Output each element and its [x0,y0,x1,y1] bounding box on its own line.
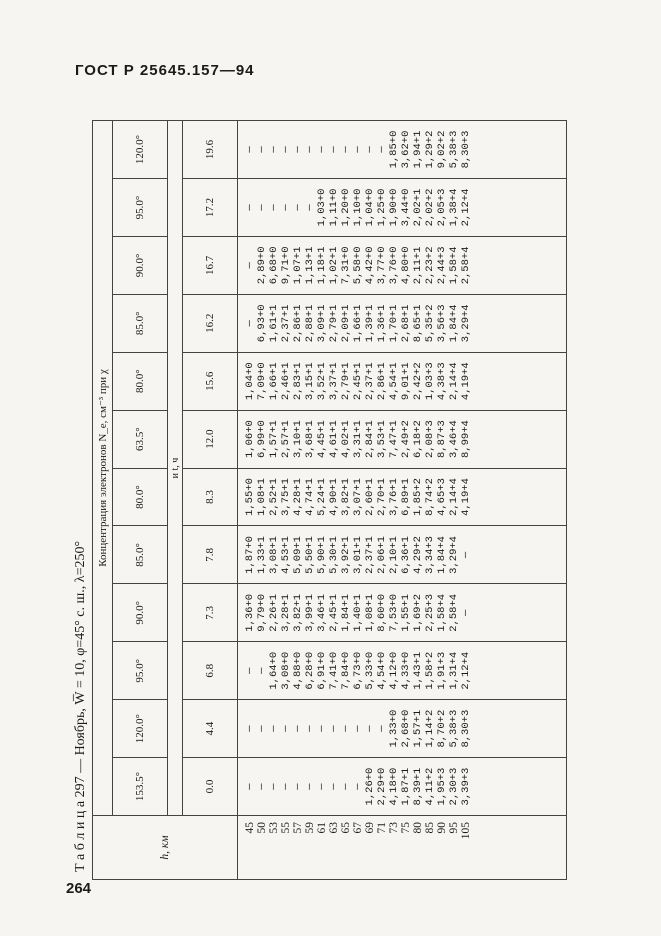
table-cell: 2,83+1 [292,362,304,401]
table-cell: — [292,783,304,790]
table-cell: 1,31+4 [448,651,460,690]
table-caption: Т а б л и ц а 297 — Ноябрь, W̅ = 10, φ=45° с. ш., λ=250° [73,540,88,872]
table-cell: 1,58+4 [448,246,460,285]
table-cell: 1,25+0 [376,188,388,227]
table-cell: 7,53+0 [388,593,400,632]
table-cell: 2,86+1 [292,304,304,343]
height-value: 55 [280,822,292,834]
table-column [238,642,567,700]
table-cell: 2,14+4 [448,478,460,516]
height-value: 85 [424,822,436,834]
table-cell: 4,12+0 [388,651,400,690]
table-cell: 7,31+0 [340,246,352,285]
table-cell: 5,24+1 [316,478,328,516]
table-cell: 2,08+3 [424,420,436,459]
table-column [238,236,567,294]
table-cell: 2,49+2 [400,420,412,459]
height-value: 71 [376,822,388,834]
table-cell: 2,10+1 [388,536,400,574]
table-cell: 3,92+1 [340,536,352,574]
document-header: ГОСТ Р 25645.157—94 [75,62,255,79]
chi-header-cell: 153.5° [113,758,168,816]
height-value: 50 [256,822,268,834]
table-cell: 2,45+1 [328,593,340,632]
table-cell: 2,68+1 [400,304,412,343]
table-column [238,352,567,410]
table-cell: — [244,667,256,674]
table-cell: 8,30+3 [460,709,472,748]
table-cell: 5,90+1 [316,536,328,574]
table-cell: 2,09+1 [340,304,352,343]
table-cell: 2,05+3 [436,188,448,227]
table-cell: 4,65+3 [436,478,448,516]
table-cell: 2,57+1 [280,420,292,459]
table-cell: 1,40+1 [352,593,364,632]
table-cell: — [304,725,316,732]
height-value: 105 [460,822,472,840]
table-cell: 3,76+1 [388,478,400,516]
table-cell: 3,76+0 [388,246,400,285]
table-cell: 8,87+3 [436,420,448,459]
table-cell: — [376,146,388,153]
table-cell: 5,09+1 [292,536,304,574]
height-value: 80 [412,822,424,834]
table-cell: — [340,783,352,790]
table-column [238,121,567,179]
table-body-row [238,121,567,880]
chi-header-cell: 120.0° [113,121,168,179]
height-value: 65 [340,822,352,834]
table-cell: — [292,204,304,211]
height-value: 67 [352,822,364,834]
table-cell: 1,20+0 [340,188,352,227]
table-cell: 3,77+0 [376,246,388,285]
table-cell: 2,11+1 [412,246,424,285]
table-cell: — [256,667,268,674]
table-cell: — [328,725,340,732]
table-cell: — [292,725,304,732]
table-cell: 2,58+4 [448,593,460,632]
table-cell: 2,26+1 [268,593,280,632]
table-cell: 1,95+3 [436,767,448,806]
table-cell: 3,08+0 [280,651,292,690]
table-cell: — [340,146,352,153]
table-cell: 1,33+0 [388,709,400,748]
table-cell: 3,28+1 [280,593,292,632]
table-cell: — [340,725,352,732]
table-cell: 5,50+1 [304,536,316,574]
table-cell: 1,85+0 [388,130,400,169]
table-cell: 1,06+0 [244,420,256,459]
table-cell: 1,26+0 [364,767,376,806]
table-cell: 3,82+1 [292,593,304,632]
table-cell: 4,61+1 [328,420,340,459]
table-cell: 1,08+1 [256,478,268,516]
table-cell: — [460,551,472,559]
time-header-cell: 16.2 [183,294,238,352]
table-cell: 1,55+0 [244,478,256,516]
table-cell: 3,44+0 [400,188,412,227]
table-cell: 3,15+1 [304,362,316,401]
height-value: 45 [244,822,256,834]
table-cell: 2,68+0 [400,709,412,748]
table-cell: 1,04+0 [244,362,256,401]
table-cell: 2,52+1 [268,478,280,516]
table-cell: 3,53+1 [376,420,388,459]
height-value: 57 [292,822,304,834]
time-header-cell: 6.8 [183,642,238,700]
table-cell: 1,11+0 [328,188,340,227]
table-cell: — [256,146,268,153]
table-cell: 2,23+2 [424,246,436,285]
table-cell: 6,99+0 [256,420,268,459]
table-cell: 4,42+0 [364,246,376,285]
table-cell: 7,47+1 [388,420,400,459]
table-cell: 4,02+1 [340,420,352,459]
table-cell: — [352,146,364,153]
table-cell: — [292,146,304,153]
table-cell: 1,84+4 [436,536,448,574]
table-cell: — [256,725,268,732]
table-cell: 4,19+4 [460,478,472,516]
table-cell: 6,93+0 [256,304,268,343]
table-cell: 2,79+1 [340,362,352,401]
time-header-cell: 7.8 [183,526,238,584]
time-header-row [183,121,238,880]
time-header-cell: 16.7 [183,236,238,294]
table-cell: 5,35+2 [424,304,436,343]
table-cell: — [280,725,292,732]
table-cell: 1,58+4 [436,593,448,632]
table-cell: 9,71+0 [280,246,292,285]
table-cell: 3,29+4 [448,536,460,574]
table-cell: 8,30+3 [460,130,472,169]
time-header-cell: 15.6 [183,352,238,410]
table-cell: 5,38+3 [448,130,460,169]
table-cell: 6,73+0 [352,651,364,690]
table-cell: 3,08+1 [268,536,280,574]
table-cell: 2,37+1 [280,304,292,343]
table-cell: 1,38+4 [448,188,460,227]
height-value: 90 [436,822,448,834]
table-cell: 5,30+1 [328,536,340,574]
table-cell: 4,74+1 [304,478,316,516]
table-cell: 4,19+4 [460,362,472,401]
height-value: 75 [400,822,412,834]
chi-header-cell: 80.0° [113,468,168,526]
table-cell: 3,31+1 [352,420,364,459]
chi-header-cell: 95.0° [113,179,168,237]
table-cell: 3,34+3 [424,536,436,574]
chi-header-cell: 63.5° [113,410,168,468]
table-cell: 1,13+1 [304,246,316,285]
table-cell: 4,28+1 [292,478,304,516]
table-cell: 1,18+1 [316,246,328,285]
table-cell: 1,36+0 [244,593,256,632]
table-cell: 3,99+1 [304,593,316,632]
table-cell: 8,60+0 [376,593,388,632]
page-number: 264 [66,880,92,897]
rotated-table-page [70,120,500,880]
chi-header-cell: 85.0° [113,294,168,352]
table-cell: 3,68+1 [304,420,316,459]
table-cell: 1,57+1 [268,420,280,459]
table-cell: — [376,725,388,732]
table-cell: 7,41+0 [328,651,340,690]
table-column [238,700,567,758]
table-cell: 1,43+1 [412,651,424,690]
table-cell: 1,69+2 [412,593,424,632]
table-cell: 2,14+4 [448,362,460,401]
table-cell: — [268,783,280,790]
height-value: 73 [388,822,400,834]
table-cell: 9,02+2 [436,130,448,169]
table-cell: 1,04+0 [364,188,376,227]
table-cell: 1,07+1 [292,246,304,285]
table-cell: — [280,783,292,790]
table-cell: 8,99+4 [460,420,472,459]
table-cell: 1,36+1 [376,304,388,343]
table-cell: 3,07+1 [352,478,364,516]
table-column [238,294,567,352]
table-cell: — [304,204,316,211]
height-value: 53 [268,822,280,834]
table-cell: 2,79+1 [328,304,340,343]
table-cell: — [352,725,364,732]
table-cell: — [304,146,316,153]
table-cell: — [256,204,268,211]
table-cell: 2,46+1 [280,362,292,401]
table-cell: — [364,146,376,153]
table-cell: 1,84+1 [340,593,352,632]
table-cell: — [244,783,256,790]
table-cell: — [244,204,256,211]
table-cell: 1,87+1 [400,767,412,806]
table-cell: 4,11+2 [424,767,436,806]
table-cell: 2,06+1 [376,536,388,574]
table-cell: 6,91+0 [316,651,328,690]
table-cell: 8,74+2 [424,478,436,516]
table-column [238,526,567,584]
table-cell: 4,80+0 [400,246,412,285]
table-cell: 5,38+3 [448,709,460,748]
table-cell: — [364,725,376,732]
table-cell: 3,01+1 [352,536,364,574]
table-cell: 4,54+1 [388,362,400,401]
table-cell: 3,56+3 [436,304,448,343]
table-cell: 4,90+1 [328,478,340,516]
chi-header-cell: 95.0° [113,642,168,700]
table-cell: 2,86+1 [376,362,388,401]
table-cell: 4,38+3 [436,362,448,401]
time-header-cell: 7.3 [183,584,238,642]
table-cell: 8,70+2 [436,709,448,748]
table-cell: 2,44+3 [436,246,448,285]
table-cell: 2,30+3 [448,767,460,806]
table-cell: 1,03+3 [424,362,436,401]
table-cell: — [268,725,280,732]
table-cell: 4,88+0 [292,651,304,690]
table-cell: 2,58+4 [460,246,472,285]
table-cell: — [280,146,292,153]
table-cell: 1,85+2 [412,478,424,516]
time-header-cell: 19.6 [183,121,238,179]
table-cell: 2,45+1 [352,362,364,401]
table-cell: — [316,146,328,153]
table-cell: 2,02+1 [412,188,424,227]
table-cell: 1,87+0 [244,536,256,574]
table-cell: 1,33+1 [256,536,268,574]
table-cell: 5,33+0 [364,651,376,690]
table-cell: 1,02+1 [328,246,340,285]
table-cell: 2,37+1 [364,536,376,574]
table-cell: 3,46+4 [448,420,460,459]
table-cell: 2,60+1 [364,478,376,516]
table-cell: 1,29+2 [424,130,436,169]
height-column-header: h, км [93,816,238,880]
table-cell: 1,61+1 [268,304,280,343]
table-column [238,410,567,468]
table-cell: 1,90+0 [388,188,400,227]
table-cell: 1,57+1 [412,709,424,748]
table-cell: — [460,609,472,616]
height-value: 95 [448,822,460,834]
table-cell: — [316,725,328,732]
height-value: 63 [328,822,340,834]
table-cell: — [304,783,316,790]
time-header-cell: 4.4 [183,700,238,758]
table-cell: 4,33+0 [400,651,412,690]
table-cell: 1,55+1 [400,593,412,632]
chi-header-cell: 80.0° [113,352,168,410]
table-cell: 3,46+1 [316,593,328,632]
height-value: 59 [304,822,316,834]
time-header-cell: 17.2 [183,179,238,237]
time-header-cell: 0.0 [183,758,238,816]
height-value: 69 [364,822,376,834]
table-cell: 3,10+1 [292,420,304,459]
table-cell: 9,79+0 [256,593,268,632]
table-column [238,584,567,642]
table-cell: 2,02+2 [424,188,436,227]
table-cell: 1,84+4 [448,304,460,343]
table-cell: — [316,783,328,790]
table-cell: 4,54+0 [376,651,388,690]
table-cell: — [280,204,292,211]
table-cell: 1,64+0 [268,651,280,690]
table-cell: 1,66+1 [352,304,364,343]
table-cell: 2,12+4 [460,651,472,690]
table-cell: 1,39+1 [364,304,376,343]
table-cell: 2,42+2 [412,362,424,401]
table-cell: 2,12+4 [460,188,472,227]
table-cell: 1,08+1 [364,593,376,632]
table-cell: 1,14+2 [424,709,436,748]
table-cell: 2,84+1 [364,420,376,459]
table-cell: 2,88+1 [304,304,316,343]
table-cell: 4,29+2 [412,536,424,574]
table-cell: 8,39+1 [412,767,424,806]
table-cell: — [328,783,340,790]
table-cell: 1,66+1 [268,362,280,401]
table-cell: 3,75+1 [280,478,292,516]
table-cell: — [328,146,340,153]
table-cell: 3,82+1 [340,478,352,516]
time-header-cell: 8.3 [183,468,238,526]
table-cell: — [244,320,256,327]
table-cell: 4,45+1 [316,420,328,459]
table-cell: 3,29+4 [460,304,472,343]
table-cell: 8,65+1 [412,304,424,343]
table-cell: 1,10+0 [352,188,364,227]
chi-header-cell: 120.0° [113,700,168,758]
table-column [238,468,567,526]
table-cell: 2,29+0 [376,767,388,806]
table-cell: 1,91+3 [436,651,448,690]
table-cell: 3,62+0 [400,130,412,169]
table-cell: 4,53+1 [280,536,292,574]
time-unit-header: и t, ч [168,121,183,816]
table-cell: 1,70+1 [388,304,400,343]
height-values-column [238,816,567,880]
table-cell: — [268,146,280,153]
table-cell: 6,36+1 [400,536,412,574]
height-value: 61 [316,822,328,834]
table-cell: 1,58+2 [424,651,436,690]
group-header: Концентрация электронов N_e, см⁻³ при χ [93,121,113,816]
table-cell: 7,84+0 [340,651,352,690]
table-cell: 2,37+1 [364,362,376,401]
chi-header-row [113,121,168,880]
table-cell: — [244,262,256,269]
table-cell: 1,03+0 [316,188,328,227]
table-cell: — [256,783,268,790]
table-cell: 6,68+0 [268,246,280,285]
table-cell: 1,94+1 [412,130,424,169]
table-cell: 3,39+3 [460,767,472,806]
table-cell: 5,58+0 [352,246,364,285]
table-cell: 6,28+0 [304,651,316,690]
table-cell: 3,37+1 [328,362,340,401]
table-cell: — [244,725,256,732]
time-header-cell: 12.0 [183,410,238,468]
table-cell: 2,25+3 [424,593,436,632]
table-cell: 2,89+0 [256,246,268,285]
table-cell: 4,18+0 [388,767,400,806]
table-cell: 3,52+1 [316,362,328,401]
table-column [238,179,567,237]
chi-header-cell: 85.0° [113,526,168,584]
table-cell: 6,89+1 [400,478,412,516]
table-column [238,758,567,816]
table-cell: 6,18+2 [412,420,424,459]
chi-header-cell: 90.0° [113,236,168,294]
table-cell: 7,09+0 [256,362,268,401]
electron-concentration-table [92,120,567,880]
table-cell: 2,70+1 [376,478,388,516]
table-cell: — [268,204,280,211]
table-cell: — [352,783,364,790]
chi-header-cell: 90.0° [113,584,168,642]
table-cell: — [244,146,256,153]
table-cell: 9,01+1 [400,362,412,401]
table-cell: 3,09+1 [316,304,328,343]
